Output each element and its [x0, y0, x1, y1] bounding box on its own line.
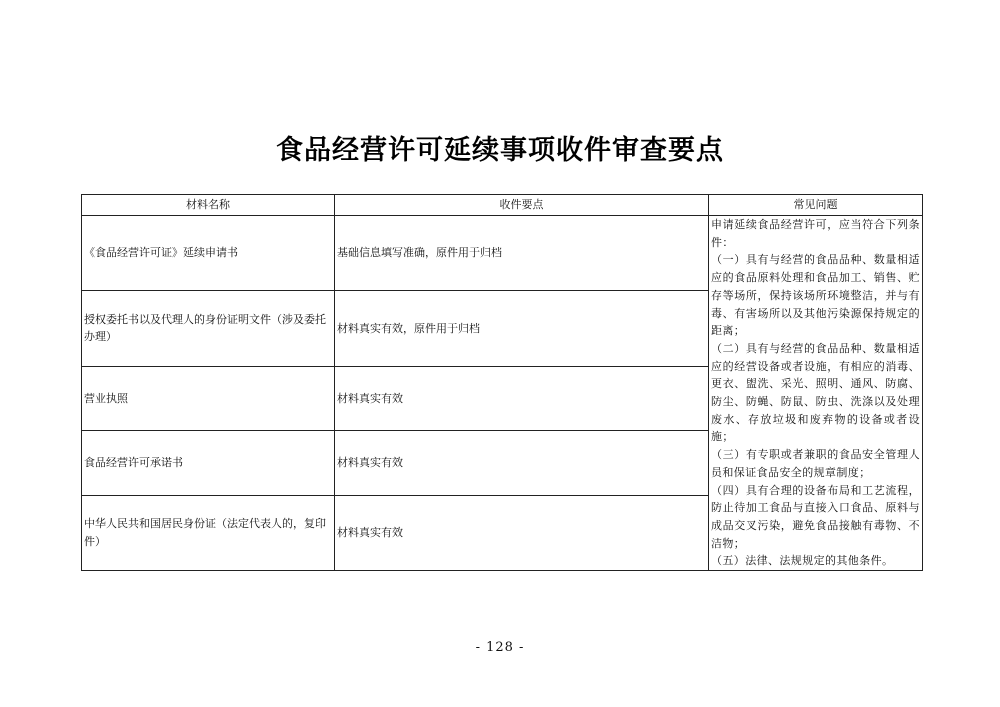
issue-intro: 申请延续食品经营许可，应当符合下列条件：: [711, 218, 920, 249]
table-header-row: [82, 195, 923, 216]
material-cell: 营业执照: [82, 366, 335, 431]
common-issues-cell: [709, 216, 923, 571]
material-cell: 《食品经营许可证》延续申请书: [82, 216, 335, 291]
key-point-cell: 材料真实有效: [335, 495, 709, 570]
page-number: - 128 -: [475, 640, 525, 655]
issue-item: （五）法律、法规规定的其他条件。: [711, 554, 894, 568]
key-point-cell: 材料真实有效: [335, 366, 709, 431]
issue-item: （二）具有与经营的食品品种、数量相适应的经营设备或者设施，有相应的消毒、更衣、盥洗、采光、照明、通风、防腐、防尘、防蝇、防鼠、防虫、洗涤以及处理废水、存放垃圾和废弃物的设备或者设施；: [711, 341, 920, 444]
issue-item: （三）有专职或者兼职的食品安全管理人员和保证食品安全的规章制度；: [711, 448, 920, 479]
key-point-cell: 材料真实有效，原件用于归档: [335, 291, 709, 366]
material-cell: 中华人民共和国居民身份证（法定代表人的，复印件）: [82, 495, 335, 570]
material-cell: 食品经营许可承诺书: [82, 431, 335, 496]
key-point-cell: 基础信息填写准确，原件用于归档: [335, 216, 709, 291]
page-title: 食品经营许可延续事项收件审查要点: [276, 135, 724, 166]
issue-item: （一）具有与经营的食品品种、数量相适应的食品原料处理和食品加工、销售、贮存等场所，保持该场所环境整洁，并与有毒、有害场所以及其他污染源保持规定的距离；: [711, 253, 920, 338]
header-common-issues: 常见问题: [709, 195, 923, 216]
header-key-points: 收件要点: [335, 195, 709, 216]
key-point-cell: 材料真实有效: [335, 431, 709, 496]
table-row: [82, 216, 923, 291]
header-material-name: 材料名称: [82, 195, 335, 216]
issue-item: （四）具有合理的设备布局和工艺流程，防止待加工食品与直接入口食品、原料与成品交叉污染，避免食品接触有毒物、不洁物；: [711, 483, 920, 550]
review-points-table: [81, 194, 923, 571]
material-cell: 授权委托书以及代理人的身份证明文件（涉及委托办理）: [82, 291, 335, 366]
